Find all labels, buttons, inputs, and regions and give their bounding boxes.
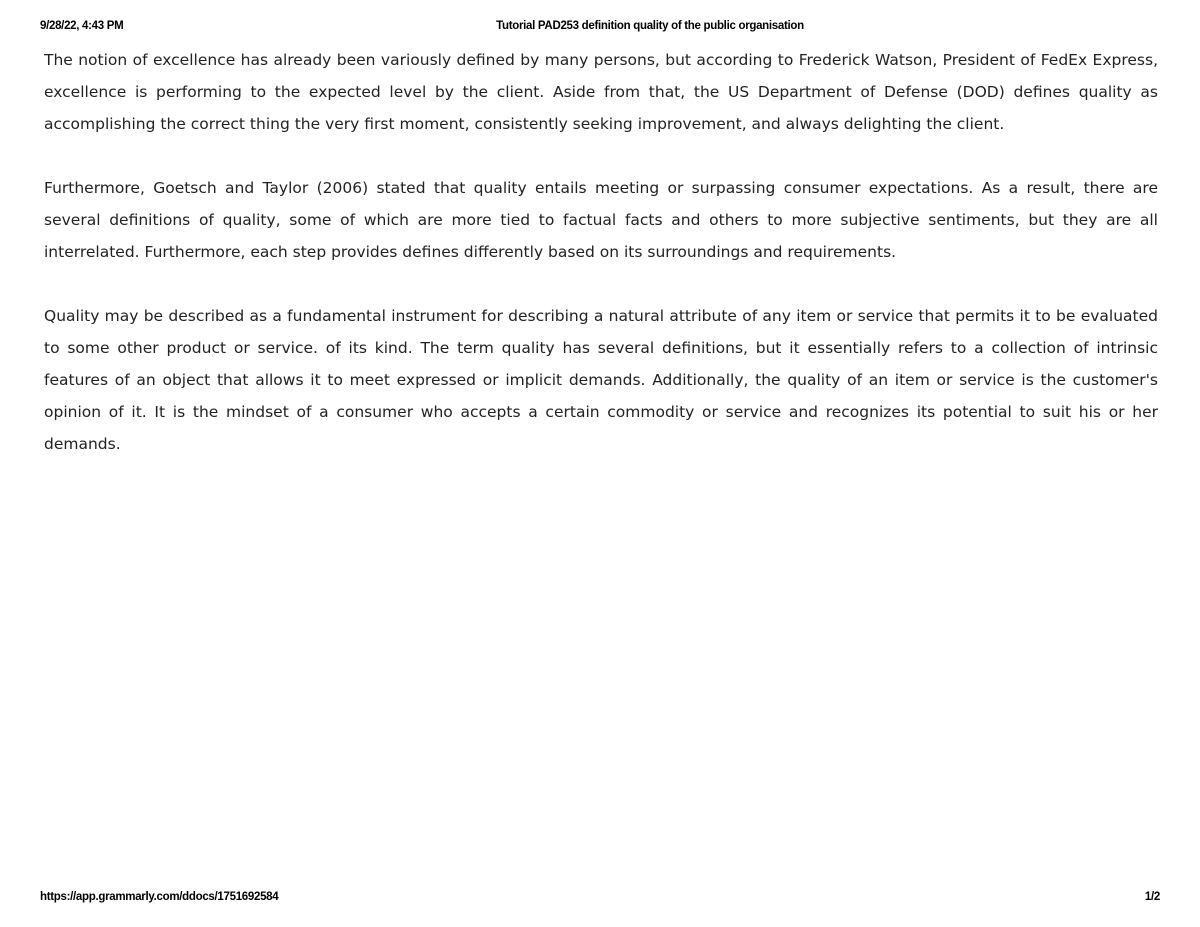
source-url: https://app.grammarly.com/ddocs/1751692584 bbox=[40, 891, 279, 903]
document-body bbox=[44, 44, 1158, 492]
document-title: Tutorial PAD253 definition quality of the public organisation bbox=[496, 20, 804, 32]
paragraph: Quality may be described as a fundamental instrument for describing a natural attribute of any item or service that permits it to be evaluated to some other product or service. of its kind. The term quality has several definitions, but it essentially refers to a collection of intrinsic features of an object that allows it to meet expressed or implicit demands. Additionally, the quality of an item or service is the customer's opinion of it. It is the mindset of a consumer who accepts a certain commodity or service and recognizes its potential to suit his or her demands. bbox=[44, 307, 1158, 453]
page-number: 1/2 bbox=[1144, 891, 1160, 903]
print-footer bbox=[40, 891, 1160, 907]
print-header bbox=[40, 20, 1160, 38]
paragraph: Furthermore, Goetsch and Taylor (2006) stated that quality entails meeting or surpassing consumer expectations. As a result, there are several definitions of quality, some of which are more tied to factual facts and others to more subjective sentiments, but they are all interrelated. Furthermore, each step provides defines differently based on its surroundings and requirements. bbox=[44, 179, 1158, 261]
print-datetime: 9/28/22, 4:43 PM bbox=[40, 20, 124, 32]
paragraph: The notion of excellence has already been variously defined by many persons, but according to Frederick Watson, President of FedEx Express, excellence is performing to the expected level by the client. Aside from that, the US Department of Defense (DOD) defines quality as accomplishing the correct thing the very first moment, consistently seeking improvement, and always delighting the client. bbox=[44, 51, 1158, 133]
